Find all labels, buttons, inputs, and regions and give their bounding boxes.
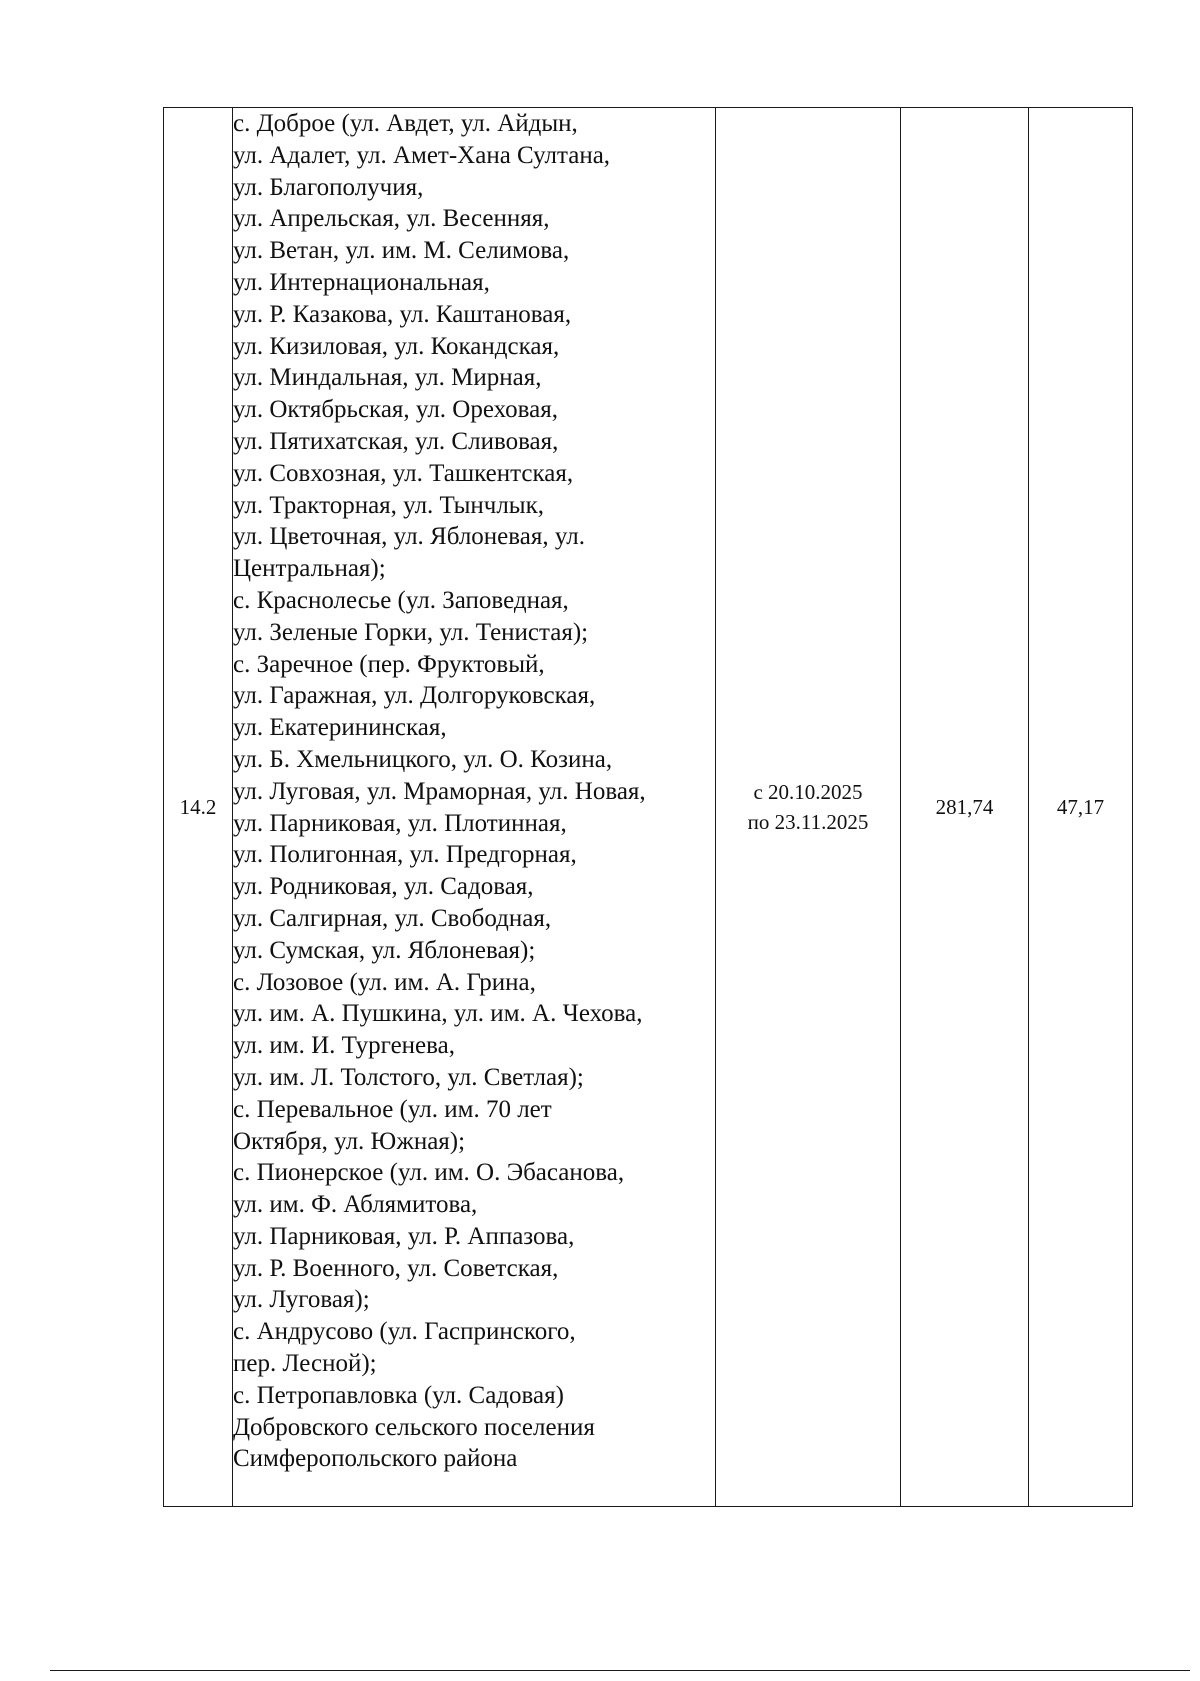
address-line: Центральная); bbox=[233, 555, 386, 583]
address-line: ул. им. Л. Толстого, ул. Светлая); bbox=[233, 1063, 584, 1091]
address-line: ул. Парниковая, ул. Р. Аппазова, bbox=[233, 1222, 575, 1250]
address-line: пер. Лесной); bbox=[233, 1350, 377, 1378]
address-line: ул. Ветан, ул. им. М. Селимова, bbox=[233, 237, 570, 265]
address-line: ул. им. Ф. Аблямитова, bbox=[233, 1191, 478, 1219]
address-line: ул. Екатерининская, bbox=[233, 714, 447, 742]
address-line: ул. Полигонная, ул. Предгорная, bbox=[233, 841, 577, 869]
address-line: ул. Октябрьская, ул. Ореховая, bbox=[233, 396, 558, 424]
address-line: Октября, ул. Южная); bbox=[233, 1127, 466, 1155]
address-line: ул. Апрельская, ул. Весенняя, bbox=[233, 205, 550, 233]
schedule-table bbox=[163, 107, 1133, 1507]
address-line: с. Доброе (ул. Авдет, ул. Айдын, bbox=[233, 110, 578, 137]
table-row bbox=[164, 108, 1133, 1507]
address-line: ул. Парниковая, ул. Плотинная, bbox=[233, 809, 567, 837]
address-line: ул. Миндальная, ул. Мирная, bbox=[233, 364, 542, 392]
address-cell bbox=[233, 108, 716, 1507]
period-from: с 20.10.2025 bbox=[753, 780, 863, 804]
address-line: ул. Адалет, ул. Амет-Хана Султана, bbox=[233, 141, 611, 169]
bottom-rule bbox=[50, 1670, 1190, 1671]
address-line: Добровского сельского поселения bbox=[233, 1413, 595, 1441]
row-number-cell: 14.2 bbox=[164, 108, 233, 1507]
address-line: с. Лозовое (ул. им. А. Грина, bbox=[233, 968, 536, 996]
period-to: по 23.11.2025 bbox=[747, 810, 869, 834]
address-line: ул. Зеленые Горки, ул. Тенистая); bbox=[233, 618, 589, 646]
address-line: ул. Благополучия, bbox=[233, 173, 424, 201]
address-line: ул. Р. Казакова, ул. Каштановая, bbox=[233, 300, 572, 328]
address-line: с. Заречное (пер. Фруктовый, bbox=[233, 650, 545, 678]
address-line: ул. Сумская, ул. Яблоневая); bbox=[233, 936, 536, 964]
address-line: с. Андрусово (ул. Гаспринского, bbox=[233, 1318, 576, 1346]
value-1-cell: 281,74 bbox=[901, 108, 1029, 1507]
address-line: ул. Интернациональная, bbox=[233, 268, 490, 296]
address-line: ул. Цветочная, ул. Яблоневая, ул. bbox=[233, 523, 585, 551]
address-line: ул. Б. Хмельницкого, ул. О. Козина, bbox=[233, 745, 613, 773]
address-line: с. Петропавловка (ул. Садовая) bbox=[233, 1381, 564, 1409]
address-line: ул. им. И. Тургенева, bbox=[233, 1032, 455, 1060]
address-line: ул. Р. Военного, ул. Советская, bbox=[233, 1254, 559, 1282]
address-line: ул. Луговая); bbox=[233, 1286, 370, 1314]
address-line: ул. Тракторная, ул. Тынчлык, bbox=[233, 491, 544, 519]
address-line: с. Краснолесье (ул. Заповедная, bbox=[233, 586, 569, 614]
address-line: Симферопольского района bbox=[233, 1445, 518, 1473]
period-cell bbox=[716, 108, 901, 1507]
address-line: ул. Салгирная, ул. Свободная, bbox=[233, 904, 552, 932]
address-line: ул. Пятихатская, ул. Сливовая, bbox=[233, 427, 559, 455]
value-2-cell: 47,17 bbox=[1029, 108, 1133, 1507]
address-line: с. Перевальное (ул. им. 70 лет bbox=[233, 1095, 552, 1123]
address-line: ул. Родниковая, ул. Садовая, bbox=[233, 873, 534, 901]
address-line: ул. Кизиловая, ул. Кокандская, bbox=[233, 332, 560, 360]
address-line: с. Пионерское (ул. им. О. Эбасанова, bbox=[233, 1159, 625, 1187]
address-line: ул. Совхозная, ул. Ташкентская, bbox=[233, 459, 574, 487]
address-line: ул. Луговая, ул. Мраморная, ул. Новая, bbox=[233, 777, 646, 805]
address-line: ул. им. А. Пушкина, ул. им. А. Чехова, bbox=[233, 1000, 643, 1028]
address-line: ул. Гаражная, ул. Долгоруковская, bbox=[233, 682, 596, 710]
